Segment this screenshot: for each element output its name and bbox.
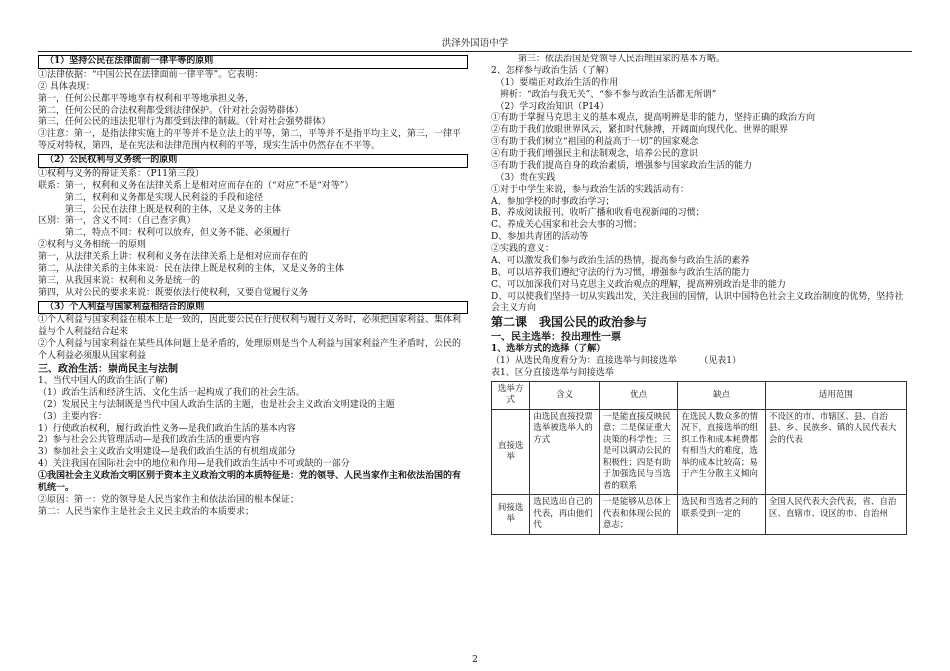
table-cell: 由选民直接投票选举被选举人的方式 xyxy=(530,409,600,494)
header-rule xyxy=(38,51,912,52)
text-line: ②权利与义务相统一的原则 xyxy=(38,240,147,251)
table-row xyxy=(492,409,907,494)
text-line: 区别：第一，含义不同：（自己查字典） xyxy=(38,216,196,227)
text-line: 第四，从对公民的要求来说：既要依法行使权利，又要自觉履行义务 xyxy=(38,287,309,298)
text-line: ②原因：第一：党的领导是人民当家作主和依法治国的根本保证； xyxy=(38,494,300,505)
table-cell: 间接选举 xyxy=(492,495,530,534)
text-line: 第三：依法治国是党领导人民治理国家的基本方略。 xyxy=(491,54,726,64)
text-line: （1）要端正对政治生活的作用 xyxy=(491,77,619,88)
text-line: 第二，任何公民的合法权利都受到法律保护。（针对社会弱势群体） xyxy=(38,105,304,116)
text-line: 第二，从法律关系的主体来说：民在法律上既是权利的主体，又是义务的主体 xyxy=(38,263,345,274)
table-cell: 一是能够从总体上代表和体现公民的意志； xyxy=(599,495,678,534)
table-cell: 选民和当选者之间的联系受到一定的 xyxy=(678,495,765,534)
left-column xyxy=(38,54,468,651)
text-line: C、养成关心国家和社会大事的习惯； xyxy=(491,220,642,231)
election-comparison-table xyxy=(491,381,907,535)
section-heading: （2）公民权利与义务统一的原则 xyxy=(38,154,468,168)
text-line: D、参加共青团的活动等 xyxy=(491,232,589,243)
text-line: D、可以使我们坚持一切从实践出发，关注我国的国情，认识中国特色社会主义政治制度的优势，坚持社会主义方向 xyxy=(491,291,904,314)
text-line: 联系：第一，权利和义务在法律关系上是相对应而存在的（“对应”不是“对等”） xyxy=(38,180,354,191)
table-header-cell: 缺点 xyxy=(678,381,765,409)
right-column xyxy=(491,54,911,651)
text-line: ①个人利益与国家利益在根本上是一致的，因此要公民在行使权利与履行义务时，必须把国家利益、集体利益与个人利益结合起来 xyxy=(38,315,462,338)
page-number: 2 xyxy=(472,655,478,665)
table-cell: 在选民人数众多的情况下，直接选举的组织工作和成本耗费都有相当大的难度，选举的成本比较高；易于产生分散主义倾向 xyxy=(678,409,765,494)
text-line: ①我国社会主义政治文明区别于资本主义政治文明的本质特征是：党的领导、人民当家作主和依法治国的有机统一。 xyxy=(38,471,462,493)
text-line: （2）学习政治知识（P14） xyxy=(491,101,609,112)
text-line: （1）政治生活和经济生活、文化生活一起构成了我们的社会生活。 xyxy=(38,387,305,398)
table-cell: 全国人民代表大会代表，省、自治区、直辖市、设区的市、自治州 xyxy=(765,495,906,534)
text-line: 1、选举方式的选择（了解） xyxy=(491,344,606,355)
heading: 一、民主选举：投出理性一票 xyxy=(491,332,621,344)
text-line: ①有助于掌握马克思主义的基本观点，提高明辨是非的能力，坚持正确的政治方向 xyxy=(491,113,816,124)
text-line: C、可以加深我们对马克思主义政治观点的理解，提高辨别政治是非的能力 xyxy=(491,279,786,290)
text-line: 第一，任何公民都平等地享有权利和平等地承担义务， xyxy=(38,93,255,104)
heading: 三、政治生活：崇尚民主与法制 xyxy=(38,363,178,375)
text-line: 第一，从法律关系上讲：权利和义务在法律关系上是相对应而存在的 xyxy=(38,252,309,262)
text-line: 第二，权利和义务都是实现人民利益的手段和途径 xyxy=(38,192,264,203)
table-header-cell: 选举方式 xyxy=(492,381,530,409)
text-line: ②实践的意义： xyxy=(491,244,555,254)
text-line: ② 具体表现： xyxy=(38,81,95,92)
text-line: ④有助于我们增强民主和法制观念，培养公民的意识 xyxy=(491,149,699,159)
table-cell: 直接选举 xyxy=(492,409,530,494)
text-line: 1）行使政治权利，履行政治性义务—是我们政治生活的基本内容 xyxy=(38,423,296,434)
text-line: （3）贵在实践 xyxy=(491,172,556,183)
text-line: 辨析：“政治与我无关”、“参不参与政治生活都无所谓” xyxy=(491,89,717,100)
text-line: ③有助于我们树立“祖国的利益高于一切”的国家观念 xyxy=(491,137,699,148)
section-heading: （3）个人利益与国家利益相结合的原则 xyxy=(38,301,468,315)
table-row xyxy=(492,495,907,534)
text-line: A、参加学校的时事政治学习； xyxy=(491,196,615,207)
text-line: ①权利与义务的辩证关系：（P11第三段） xyxy=(38,168,205,179)
text-line: ①法律依据：“中国公民在法律面前一律平等”。它表明： xyxy=(38,69,264,80)
text-line: 第三，任何公民的违法犯罪行为都受到法律的制裁。（针对社会强势群体） xyxy=(38,117,331,128)
text-line: 表1、区分直接选举与间接选举 xyxy=(491,368,614,379)
text-line: 第二，特点不同：权利可以放弃，但义务不能、必须履行 xyxy=(38,228,291,239)
text-line: 1、当代中国人的政治生活(了解) xyxy=(38,376,168,387)
text-line: ②有助于我们放眼世界风云，紧扣时代脉搏，开阔面向现代化、世界的眼界 xyxy=(491,125,789,136)
page-header: 洪泽外国语中学 xyxy=(441,38,509,49)
table-header-cell: 含义 xyxy=(530,381,600,409)
table-cell: 选民选出自己的代表，再由他们代 xyxy=(530,495,600,534)
text-line: 第三，公民在法律上既是权利的主体，又是义务的主体 xyxy=(38,204,282,215)
text-line: ③注意：第一，是指法律实施上的平等并不是立法上的平等，第二，平等并不是指平均主义，第三，一律平等反对特权，第四，是在宪法和法律范围内权利的平等，现实生活中仍然存在不平等。 xyxy=(38,129,462,152)
text-line: 4）关注我国在国际社会中的地位和作用—是我们政治生活中不可或缺的一部分 xyxy=(38,459,350,470)
text-line: 第三，从我国来说：权利和义务是统一的 xyxy=(38,275,201,286)
text-line: B、可以培养我们遵纪守法的行为习惯，增强参与政治生活的能力 xyxy=(491,267,750,278)
text-line: ②个人利益与国家利益在某些具体问题上是矛盾的，处理原则是当个人利益与国家利益产生矛盾时，公民的个人利益必须服从国家利益 xyxy=(38,339,462,361)
text-line: ①对于中学生来说，参与政治生活的实践活动有： xyxy=(491,184,690,195)
text-line: （1）从选民角度看分为：直接选举与间接选举 （见表1） xyxy=(491,356,741,367)
table-cell: 不设区的市、市辖区、县、自治县、乡、民族乡、镇的人民代表大会的代表 xyxy=(765,409,906,494)
text-line: 3）参加社会主义政治文明建设—是我们政治生活的有机组成部分 xyxy=(38,447,296,458)
text-line: 2）参与社会公共管理活动—是我们政治生活的重要内容 xyxy=(38,435,260,446)
table-cell: 一是能直接反映民意；二是保证重大决策的科学性；三是可以调动公民的积极性；四是有助于加强选民与当选者的联系 xyxy=(599,409,678,494)
text-line: 2、怎样参与政治生活（了解） xyxy=(491,65,614,76)
heading: 第二课 我国公民的政治参与 xyxy=(491,315,648,330)
text-line: B、养成阅读报刊、收听广播和收看电视新闻的习惯； xyxy=(491,208,705,219)
text-line: 第二：人民当家作主是社会主义民主政治的本质要求； xyxy=(38,506,255,517)
text-line: ⑤有助于我们提高自身的政治素质，增强参与国家政治生活的能力 xyxy=(491,160,753,171)
table-header-cell: 适用范围 xyxy=(765,381,906,409)
text-line: （2）发展民主与法制既是当代中国人政治生活的主题，也是社会主义政治文明建设的主题 xyxy=(38,399,395,410)
text-line: （3）主要内容： xyxy=(38,411,107,422)
section-heading: （1）坚持公民在法律面前一律平等的原则 xyxy=(38,55,468,69)
text-line: A、可以激发我们参与政治生活的热情，提高参与政治生活的素养 xyxy=(491,255,750,266)
table-header-cell: 优点 xyxy=(599,381,678,409)
